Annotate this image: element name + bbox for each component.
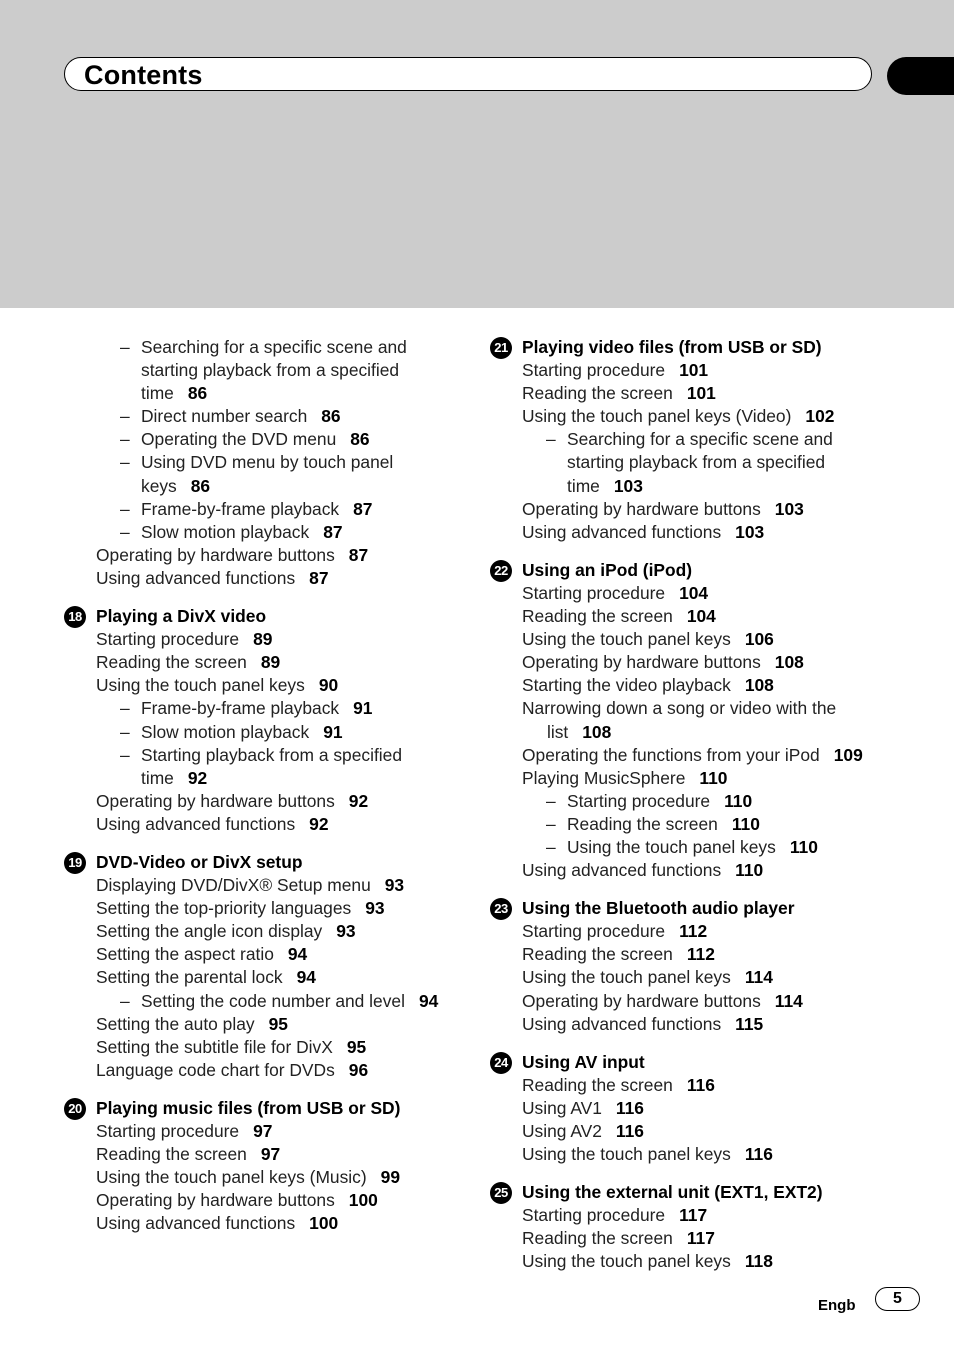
toc-entry[interactable] [62, 651, 482, 674]
entry-text: Setting the auto play [96, 1013, 255, 1034]
entry-text: Using AV2 [522, 1121, 602, 1141]
page-ref: 94 [287, 944, 308, 965]
chapter-title: DVD-Video or DivX setup [96, 851, 303, 872]
dash-marker: – [120, 498, 130, 519]
entry-text: Using the touch panel keys [522, 967, 731, 988]
toc-entry[interactable] [62, 544, 482, 567]
dash-marker: – [120, 744, 130, 765]
entry-text: Reading the screen [96, 652, 247, 673]
chapter-number-badge: 18 [64, 606, 86, 628]
entry-text: Starting procedure [522, 360, 666, 381]
toc-entry[interactable] [488, 674, 908, 697]
dash-marker: – [120, 990, 130, 1011]
page-ref: 86 [187, 383, 208, 404]
language-code: Engb [818, 1297, 856, 1314]
dash-marker: – [120, 429, 130, 450]
toc-entry[interactable] [62, 1166, 482, 1189]
toc-entry[interactable] [488, 605, 908, 628]
page-ref: 97 [253, 1121, 273, 1141]
toc-entry[interactable] [488, 966, 908, 989]
toc-entry[interactable] [62, 1059, 482, 1082]
page-ref: 92 [187, 767, 208, 788]
chapter-title: Using the external unit (EXT1, EXT2) [522, 1182, 823, 1203]
page-ref: 94 [296, 967, 316, 988]
entry-text: Reading the screen [522, 383, 673, 404]
entry-text: Setting the subtitle file for DivX [96, 1036, 333, 1057]
toc-column-right [488, 336, 908, 1274]
chapter-number-badge: 22 [490, 560, 512, 582]
page-title: Contents [84, 60, 203, 90]
toc-entry[interactable] [488, 521, 908, 544]
entry-text: Operating by hardware buttons [522, 498, 761, 519]
entry-text: Reading the screen [522, 606, 673, 627]
page-ref: 86 [190, 475, 211, 496]
page-ref: 87 [348, 544, 369, 565]
page-ref: 108 [582, 721, 612, 742]
toc-entry[interactable] [62, 1036, 482, 1059]
toc-subentry[interactable] [62, 521, 482, 544]
entry-text: Operating the DVD menu [141, 429, 337, 450]
toc-subentry[interactable] [62, 336, 482, 359]
page-ref: 103 [613, 475, 643, 496]
chapter-title: Playing video files (from USB or SD) [522, 337, 822, 357]
page-ref: 89 [260, 652, 281, 673]
toc-entry[interactable] [488, 1120, 908, 1143]
entry-text: Language code chart for DVDs [96, 1059, 335, 1080]
chapter-title: Playing music files (from USB or SD) [96, 1097, 401, 1118]
page-ref: 87 [309, 567, 329, 588]
toc-entry[interactable] [488, 1143, 908, 1166]
toc-entry[interactable] [62, 628, 482, 651]
toc-subentry[interactable] [62, 744, 482, 767]
page-ref: 97 [260, 1144, 281, 1165]
toc-entry[interactable] [62, 966, 482, 989]
dash-marker: – [546, 813, 556, 834]
toc-entry[interactable] [488, 1074, 908, 1097]
entry-text: Starting procedure [567, 790, 711, 811]
chapter-heading[interactable] [62, 851, 482, 874]
section-tab [887, 57, 954, 95]
entry-text: time [141, 383, 174, 404]
toc-entry[interactable] [488, 943, 908, 966]
page-ref: 95 [268, 1013, 288, 1034]
dash-marker: – [120, 698, 130, 719]
page-ref: 108 [744, 675, 774, 696]
entry-text: Operating the functions from your iPod [522, 744, 820, 765]
page-ref: 101 [679, 360, 709, 381]
entry-text: keys [141, 475, 177, 496]
entry-text: Reading the screen [96, 1144, 247, 1165]
entry-text: Using DVD menu by touch panel [141, 452, 394, 473]
entry-text: Operating by hardware buttons [522, 652, 761, 673]
toc-entry[interactable] [488, 582, 908, 605]
page-ref: 104 [679, 582, 709, 603]
page-ref: 102 [805, 406, 835, 427]
toc-entry[interactable] [488, 498, 908, 521]
page-ref: 110 [724, 790, 753, 811]
page-ref: 117 [679, 1205, 708, 1226]
toc-entry[interactable] [488, 628, 908, 651]
entry-text: Narrowing down a song or video with the [522, 698, 837, 719]
entry-text: Using advanced functions [522, 1013, 722, 1034]
entry-text: Reading the screen [567, 813, 718, 834]
toc-entry[interactable] [488, 990, 908, 1013]
page-ref: 100 [309, 1213, 339, 1234]
toc-subentry[interactable] [62, 405, 482, 428]
page-ref: 104 [686, 606, 716, 627]
entry-text: Using advanced functions [96, 813, 296, 834]
chapter-title: Using the Bluetooth audio player [522, 898, 795, 919]
dash-marker: – [546, 790, 556, 811]
chapter-title: Playing a DivX video [96, 606, 267, 627]
toc-subentry[interactable] [62, 451, 482, 474]
entry-text: time [141, 767, 174, 788]
entry-text: Searching for a specific scene and [567, 429, 833, 450]
page-ref: 110 [735, 860, 764, 881]
page-ref: 86 [321, 406, 341, 427]
page-ref: 118 [744, 1251, 773, 1272]
entry-text: Using advanced functions [522, 521, 722, 542]
toc-entry[interactable] [488, 651, 908, 674]
entry-text: Using the touch panel keys [522, 1251, 731, 1272]
entry-text: Using the touch panel keys [567, 836, 776, 857]
entry-text: Using advanced functions [96, 567, 296, 588]
page-ref: 87 [323, 521, 343, 542]
entry-text: Using AV1 [522, 1097, 602, 1118]
toc-entry[interactable] [488, 697, 908, 720]
entry-text: Operating by hardware buttons [522, 990, 761, 1011]
entry-text: Using the touch panel keys (Video) [522, 406, 792, 427]
entry-text: Setting the parental lock [96, 967, 283, 988]
toc-entry[interactable] [62, 1189, 482, 1212]
toc-entry[interactable] [488, 405, 908, 428]
toc-entry[interactable] [488, 1250, 908, 1273]
toc-entry[interactable] [488, 382, 908, 405]
entry-text: Starting procedure [522, 1205, 666, 1226]
entry-text: Reading the screen [522, 1228, 673, 1249]
entry-text: Setting the top-priority languages [96, 898, 352, 919]
page-ref: 108 [774, 652, 804, 673]
page-ref: 114 [774, 990, 803, 1011]
entry-text: Starting procedure [96, 629, 240, 650]
entry-text: Displaying DVD/DivX® Setup menu [96, 875, 371, 896]
dash-marker: – [120, 521, 130, 542]
chapter-title: Using AV input [522, 1051, 645, 1072]
chapter-heading[interactable] [62, 605, 482, 628]
toc-entry[interactable] [62, 790, 482, 813]
toc-subentry[interactable] [488, 428, 908, 451]
entry-text: Operating by hardware buttons [96, 790, 335, 811]
toc-entry[interactable] [62, 943, 482, 966]
chapter-heading[interactable] [62, 1097, 482, 1120]
toc-entry[interactable] [488, 1097, 908, 1120]
page-ref: 112 [679, 921, 708, 942]
entry-text: Using advanced functions [522, 860, 722, 881]
toc-subentry[interactable] [62, 428, 482, 451]
page-ref: 92 [309, 813, 329, 834]
page-ref: 115 [735, 1013, 764, 1034]
chapter-number-badge: 24 [490, 1052, 512, 1074]
chapter-heading[interactable] [488, 1181, 908, 1204]
toc-entry[interactable] [62, 1120, 482, 1143]
entry-text: Slow motion playback [141, 521, 310, 542]
page-ref: 110 [731, 813, 760, 834]
toc-entry[interactable] [62, 897, 482, 920]
page-ref: 89 [253, 629, 273, 650]
page-ref: 93 [384, 875, 405, 896]
toc-entry[interactable] [62, 475, 482, 498]
page-ref: 96 [348, 1059, 369, 1080]
chapter-number-badge: 19 [64, 852, 86, 874]
toc-entry[interactable] [62, 813, 482, 836]
toc-subentry[interactable] [62, 498, 482, 521]
entry-text: time [567, 475, 600, 496]
page-ref: 109 [833, 744, 863, 765]
entry-text: Operating by hardware buttons [96, 1190, 335, 1211]
toc-entry[interactable] [488, 451, 908, 474]
toc-subentry[interactable] [62, 990, 482, 1013]
entry-text: starting playback from a specified [567, 452, 826, 473]
toc-entry[interactable] [62, 674, 482, 697]
toc-column-left [62, 336, 482, 1235]
entry-text: Reading the screen [522, 944, 673, 965]
dash-marker: – [546, 836, 556, 857]
toc-entry[interactable] [62, 920, 482, 943]
dash-marker: – [120, 452, 130, 473]
entry-text: Playing MusicSphere [522, 767, 686, 788]
entry-text: Using the touch panel keys (Music) [96, 1167, 367, 1188]
entry-text: Setting the angle icon display [96, 921, 323, 942]
page-ref: 95 [346, 1036, 367, 1057]
chapter-number-badge: 20 [64, 1098, 86, 1120]
chapter-heading[interactable] [488, 897, 908, 920]
dash-marker: – [120, 337, 130, 357]
page-ref: 116 [744, 1144, 773, 1165]
toc-subentry[interactable] [488, 836, 908, 859]
entry-text: Searching for a specific scene and [141, 337, 407, 357]
toc-entry[interactable] [488, 475, 908, 498]
toc-entry[interactable] [62, 1013, 482, 1036]
entry-text: Frame-by-frame playback [141, 498, 340, 519]
toc-subentry[interactable] [488, 813, 908, 836]
chapter-heading[interactable] [488, 559, 908, 582]
chapter-number-badge: 25 [490, 1182, 512, 1204]
page-ref: 91 [323, 721, 343, 742]
entry-text: Using advanced functions [96, 1213, 296, 1234]
entry-text: Direct number search [141, 406, 308, 427]
toc-entry[interactable] [488, 744, 908, 767]
page-ref: 91 [353, 698, 373, 719]
entry-text: Using the touch panel keys [96, 675, 305, 696]
page-ref: 90 [318, 675, 339, 696]
page-ref: 93 [336, 921, 356, 942]
entry-text: Starting procedure [522, 582, 666, 603]
entry-text: list [547, 721, 569, 742]
toc-entry[interactable] [62, 359, 482, 382]
page-ref: 116 [686, 1074, 715, 1095]
page-ref: 116 [615, 1121, 644, 1141]
chapter-title: Using an iPod (iPod) [522, 559, 693, 580]
page-ref: 116 [615, 1097, 644, 1118]
dash-marker: – [546, 429, 556, 450]
chapter-heading[interactable] [488, 336, 908, 359]
entry-text: Reading the screen [522, 1074, 673, 1095]
page-ref: 117 [686, 1228, 715, 1249]
page-ref: 112 [686, 944, 715, 965]
entry-text: starting playback from a specified [141, 360, 400, 381]
toc-subentry[interactable] [488, 790, 908, 813]
entry-text: Using the touch panel keys [522, 629, 731, 650]
toc-entry[interactable] [62, 382, 482, 405]
dash-marker: – [120, 721, 130, 742]
toc-entry[interactable] [488, 359, 908, 382]
entry-text: Setting the aspect ratio [96, 944, 274, 965]
entry-text: Operating by hardware buttons [96, 544, 335, 565]
page-ref: 87 [353, 498, 373, 519]
chapter-heading[interactable] [488, 1051, 908, 1074]
toc-entry[interactable] [62, 567, 482, 590]
page-ref: 106 [744, 629, 774, 650]
toc-entry[interactable] [488, 1013, 908, 1036]
toc-entry[interactable] [62, 767, 482, 790]
page-ref: 103 [735, 521, 765, 542]
page-ref: 110 [789, 836, 818, 857]
toc-entry[interactable] [488, 859, 908, 882]
page-ref: 93 [365, 898, 385, 919]
toc-entry[interactable] [488, 1227, 908, 1250]
toc-entry[interactable] [62, 874, 482, 897]
page-ref: 99 [380, 1167, 400, 1188]
toc-subentry[interactable] [62, 721, 482, 744]
dash-marker: – [120, 406, 130, 427]
toc-entry[interactable] [62, 1212, 482, 1235]
page-ref: 114 [744, 967, 773, 988]
page-number: 5 [875, 1287, 920, 1311]
chapter-number-badge: 23 [490, 898, 512, 920]
page-ref: 86 [350, 429, 370, 450]
toc-entry[interactable] [62, 1143, 482, 1166]
entry-text: Setting the code number and level [141, 990, 405, 1011]
entry-text: Starting playback from a specified [141, 744, 402, 765]
toc-entry[interactable] [488, 767, 908, 790]
toc-entry[interactable] [488, 920, 908, 943]
entry-text: Using the touch panel keys [522, 1144, 731, 1165]
page-ref: 100 [348, 1190, 378, 1211]
page-ref: 110 [699, 767, 728, 788]
entry-text: Frame-by-frame playback [141, 698, 340, 719]
page-ref: 92 [348, 790, 369, 811]
page-ref: 101 [686, 383, 716, 404]
header-band [0, 0, 954, 308]
toc-subentry[interactable] [62, 697, 482, 720]
page-ref: 103 [774, 498, 804, 519]
toc-entry[interactable] [488, 721, 908, 744]
entry-text: Starting procedure [522, 921, 666, 942]
entry-text: Slow motion playback [141, 721, 310, 742]
entry-text: Starting procedure [96, 1121, 240, 1141]
page-ref: 94 [418, 990, 439, 1011]
toc-entry[interactable] [488, 1204, 908, 1227]
chapter-number-badge: 21 [490, 337, 512, 359]
entry-text: Starting the video playback [522, 675, 731, 696]
